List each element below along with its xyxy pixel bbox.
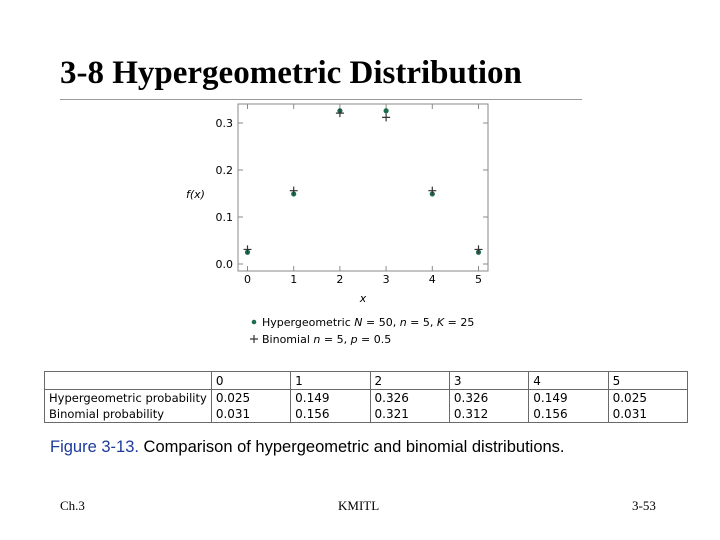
hypergeometric-point (384, 108, 389, 113)
table-header-row (45, 372, 688, 390)
legend-label-hypergeometric: Hypergeometric N = 50, n = 5, K = 25 (262, 316, 475, 329)
table-header-cell: 1 (291, 372, 370, 390)
table-cell: 0.031 (211, 406, 290, 423)
legend-marker-hypergeometric (252, 320, 257, 325)
x-tick-label: 0 (244, 273, 251, 286)
legend (250, 316, 474, 346)
table-cell: 0.156 (291, 406, 370, 423)
table-row-hypergeometric (45, 390, 688, 407)
table-cell: 0.326 (370, 390, 449, 407)
plot-frame (238, 104, 488, 271)
table-cell: 0.031 (608, 406, 687, 423)
y-tick-label: 0.0 (215, 258, 233, 271)
binomial-point (382, 113, 390, 121)
table-row-label: Hypergeometric probability (45, 390, 212, 407)
x-tick-label: 3 (382, 273, 390, 286)
legend-label-binomial: Binomial n = 5, p = 0.5 (262, 333, 392, 346)
footer-page-number: 3-53 (632, 498, 656, 513)
table-corner-cell (45, 372, 212, 390)
table-cell: 0.025 (608, 390, 687, 407)
table-cell: 0.312 (449, 406, 528, 423)
table-cell: 0.149 (291, 390, 370, 407)
x-tick-label: 1 (290, 273, 298, 286)
legend-marker-binomial (250, 335, 258, 343)
binomial-point (428, 187, 436, 195)
footer-chapter: Ch.3 (60, 498, 85, 513)
chart (180, 100, 510, 350)
y-tick-label: 0.2 (215, 164, 233, 177)
x-tick-label: 5 (475, 273, 482, 286)
table-cell: 0.321 (370, 406, 449, 423)
x-tick-label: 4 (428, 273, 436, 286)
binomial-point (290, 187, 298, 195)
footer-institution: KMITL (338, 498, 380, 513)
x-axis-label: x (359, 292, 367, 305)
table-header-cell: 0 (211, 372, 290, 390)
table-cell: 0.326 (449, 390, 528, 407)
table-header-cell: 2 (370, 372, 449, 390)
table-header-cell: 4 (529, 372, 608, 390)
plot-area (216, 104, 489, 286)
binomial-point (475, 245, 483, 253)
table-header-cell: 5 (608, 372, 687, 390)
binomial-point (244, 245, 252, 253)
table-cell: 0.025 (211, 390, 290, 407)
figure-caption-text: Comparison of hypergeometric and binomial distributions. (138, 438, 565, 456)
probability-table (44, 371, 688, 423)
figure-label: Figure 3-13. (50, 438, 139, 456)
binomial-point (336, 109, 344, 117)
x-tick-label: 2 (336, 273, 344, 286)
table-header-cell: 3 (449, 372, 528, 390)
y-tick-label: 0.1 (215, 211, 233, 224)
table-row-label: Binomial probability (45, 406, 212, 423)
y-tick-label: 0.3 (215, 117, 233, 130)
figure-caption (50, 438, 565, 457)
table-cell: 0.149 (529, 390, 608, 407)
slide-title: 3-8 Hypergeometric Distribution (60, 55, 522, 91)
table-row-binomial (45, 406, 688, 423)
table-cell: 0.156 (529, 406, 608, 423)
y-axis-label: f(x) (186, 188, 205, 201)
